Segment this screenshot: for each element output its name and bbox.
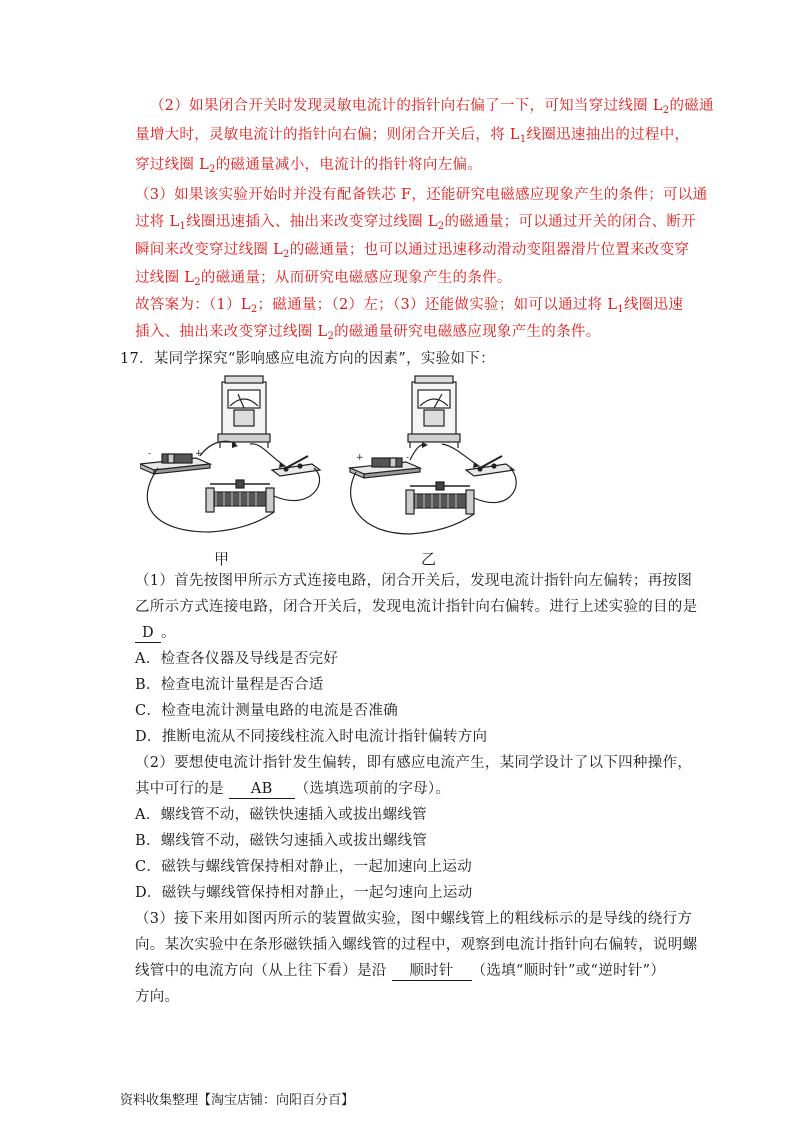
q17-sub3-line1: （3）接下来用如图丙所示的装置做实验，图中螺线管上的粗线标示的是导线的绕行方 xyxy=(135,911,693,927)
battery-yi xyxy=(350,453,420,478)
answer-summary-line2: 插入、抽出来改变穿过线圈 $L_2$的磁通量研究电磁感应现象产生的条件。 xyxy=(135,324,601,342)
rheostat-jia xyxy=(206,480,274,512)
circuit-figure xyxy=(140,372,520,567)
q17-sub2-line2: 其中可行的是 AB （选填选项前的字母）。 xyxy=(135,781,451,797)
answer-p3-line2: 过将 $L_1$线圈迅速插入、抽出来改变穿过线圈 $L_2$的磁通量；可以通过开关的闭合、断开 xyxy=(135,214,697,232)
q17-sub1-line1: （1）首先按图甲所示方式连接电路，闭合开关后，发现电流计指针向左偏转；再按图 xyxy=(135,573,693,589)
q17-sub1-line2: 乙所示方式连接电路，闭合开关后，发现电流计指针向右偏转。进行上述实验的目的是 xyxy=(135,599,698,615)
switch-yi xyxy=(466,456,514,476)
figure-label-yi: 乙 xyxy=(421,550,437,568)
q17-sub2-option-c: C．磁铁与螺线管保持相对静止，一起加速向上运动 xyxy=(135,859,472,875)
answer-p2-line2: 量增大时，灵敏电流计的指针向右偏；则闭合开关后，将 $L_1$线圈迅速抽出的过程中， xyxy=(135,127,690,145)
svg-text:-: - xyxy=(406,453,410,463)
answer-p2-line3: 穿过线圈 $L_2$的磁通量减小，电流计的指针将向左偏。 xyxy=(135,157,483,175)
q17-sub3-line3: 线管中的电流方向（从上往下看）是沿 顺时针 （选填“顺时针”或“逆时针”） xyxy=(135,963,666,979)
svg-text:+: + xyxy=(195,449,203,459)
q17-sub3-line4: 方向。 xyxy=(135,989,180,1005)
q17-sub3-answer-blank: 顺时针 xyxy=(392,963,472,981)
answer-p2-line1: （2）如果闭合开关时发现灵敏电流计的指针向右偏了一下，可知当穿过线圈 $L_2$的磁通 xyxy=(150,98,714,116)
page-footer: 资料收集整理【淘宝店铺：向阳百分百】 xyxy=(120,1093,355,1108)
answer-p3-line4: 过线圈 $L_2$的磁通量；从而研究电磁感应现象产生的条件。 xyxy=(135,270,512,288)
switch-jia xyxy=(272,456,320,476)
question-17-stem: 17．某同学探究“影响感应电流方向的因素”，实验如下： xyxy=(120,351,495,367)
q17-sub2-option-a: A．螺线管不动，磁铁快速插入或拔出螺线管 xyxy=(135,807,427,823)
galvanometer-yi xyxy=(408,376,460,448)
circuit-diagram xyxy=(140,372,520,567)
q17-sub1-answer-blank: D xyxy=(135,625,161,643)
diagram-jia xyxy=(140,376,320,532)
answer-summary-line1: 故答案为：$(1)L_2$；磁通量；（2）左；（3）还能做实验；如可以通过将 $L_1$线圈迅速 xyxy=(135,297,684,315)
galvanometer-jia xyxy=(218,376,270,448)
q17-sub1-option-c: C．检查电流计测量电路的电流是否准确 xyxy=(135,703,398,719)
figure-label-jia: 甲 xyxy=(214,550,230,568)
svg-text:-: - xyxy=(148,449,152,459)
q17-sub1-option-b: B．检查电流计量程是否合适 xyxy=(135,677,324,693)
q17-sub1-line3: D 。 xyxy=(135,623,176,643)
rheostat-yi xyxy=(406,482,474,514)
q17-sub2-option-d: D．磁铁与螺线管保持相对静止，一起匀速向上运动 xyxy=(135,885,473,901)
answer-p3-line1: （3）如果该实验开始时并没有配备铁芯 F，还能研究电磁感应现象产生的条件；可以通 xyxy=(135,187,708,203)
battery-jia xyxy=(140,449,210,474)
svg-text:+: + xyxy=(356,453,364,463)
q17-sub1-option-a: A．检查各仪器及导线是否完好 xyxy=(135,651,339,667)
q17-sub2-answer-blank: AB xyxy=(229,781,295,799)
answer-p3-line3: 瞬间来改变穿过线圈 $L_2$的磁通量；也可以通过迅速移动滑动变阻器滑片位置来改变穿 xyxy=(135,242,690,260)
q17-sub2-option-b: B．螺线管不动，磁铁匀速插入或拔出螺线管 xyxy=(135,833,428,849)
diagram-yi xyxy=(350,376,516,534)
q17-sub3-line2: 向。某次实验中在条形磁铁插入螺线管的过程中，观察到电流计指针向右偏转，说明螺 xyxy=(135,937,698,953)
q17-sub2-line1: （2）要想使电流计指针发生偏转，即有感应电流产生，某同学设计了以下四种操作， xyxy=(135,755,693,771)
q17-sub1-option-d: D．推断电流从不同接线柱流入时电流计指针偏转方向 xyxy=(135,729,488,745)
